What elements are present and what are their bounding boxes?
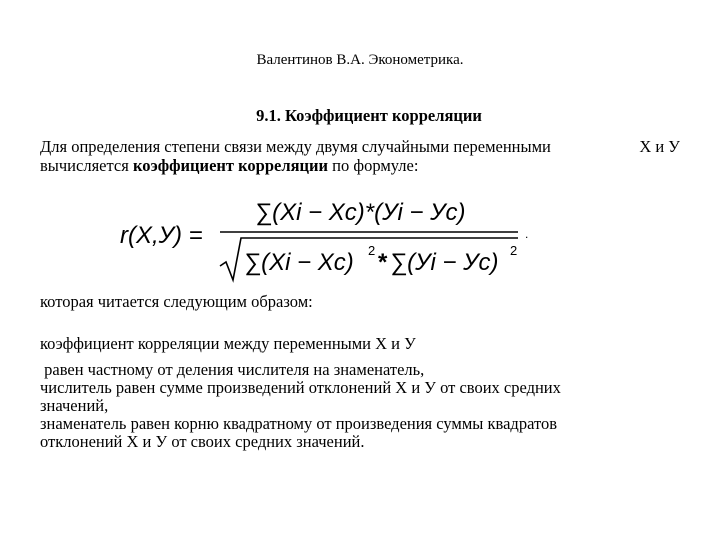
formula-numerator: ∑(Xi − Xc)*(Уi − Уc) xyxy=(255,199,466,226)
intro-line-2 xyxy=(40,156,690,175)
description-line: знаменатель равен корню квадратному от произведения суммы квадратов xyxy=(40,414,557,433)
description-paragraph xyxy=(40,361,690,451)
description-line: отклонений X и У от своих средних значений. xyxy=(40,432,365,451)
intro-paragraph xyxy=(40,137,690,175)
intro-line-2-after: по формуле: xyxy=(332,156,419,175)
reads-text: которая читается следующим образом: xyxy=(40,292,313,311)
formula-exponent-1: 2 xyxy=(368,243,376,258)
coeff-text: коэффициент корреляции между переменными X и У xyxy=(40,334,416,353)
correlation-formula xyxy=(120,188,540,288)
section-title-text: 9.1. Коэффициент корреляции xyxy=(256,106,482,125)
description-line: значений, xyxy=(40,396,109,415)
formula-svg xyxy=(120,188,540,288)
intro-line-1 xyxy=(40,137,680,156)
formula-denominator-part1: ∑(Xi − Xc) xyxy=(244,249,354,276)
header-text: Валентинов В.А. Эконометрика. xyxy=(256,52,464,68)
reads-paragraph xyxy=(40,292,690,311)
description-line: числитель равен сумме произведений отклонений X и У от своих средних xyxy=(40,378,561,397)
formula-exponent-2: 2 xyxy=(510,243,518,258)
intro-line-1-text: Для определения степени связи между двумя случайными переменными xyxy=(40,137,551,156)
description-line: равен частному от деления числителя на знаменатель, xyxy=(40,360,425,379)
coeff-paragraph xyxy=(40,334,690,353)
formula-lhs: r(X,У) = xyxy=(120,222,203,249)
intro-line-1-vars: X и У xyxy=(639,137,680,156)
document-header xyxy=(0,52,720,69)
intro-line-2-before: вычисляется xyxy=(40,156,129,175)
formula-star: * xyxy=(378,249,388,276)
formula-denominator-part2: ∑(Уi − Уc) xyxy=(390,249,499,276)
formula-trailing-dot: . xyxy=(525,227,529,241)
intro-line-2-bold: коэффициент корреляции xyxy=(132,156,329,175)
section-title xyxy=(0,106,720,126)
